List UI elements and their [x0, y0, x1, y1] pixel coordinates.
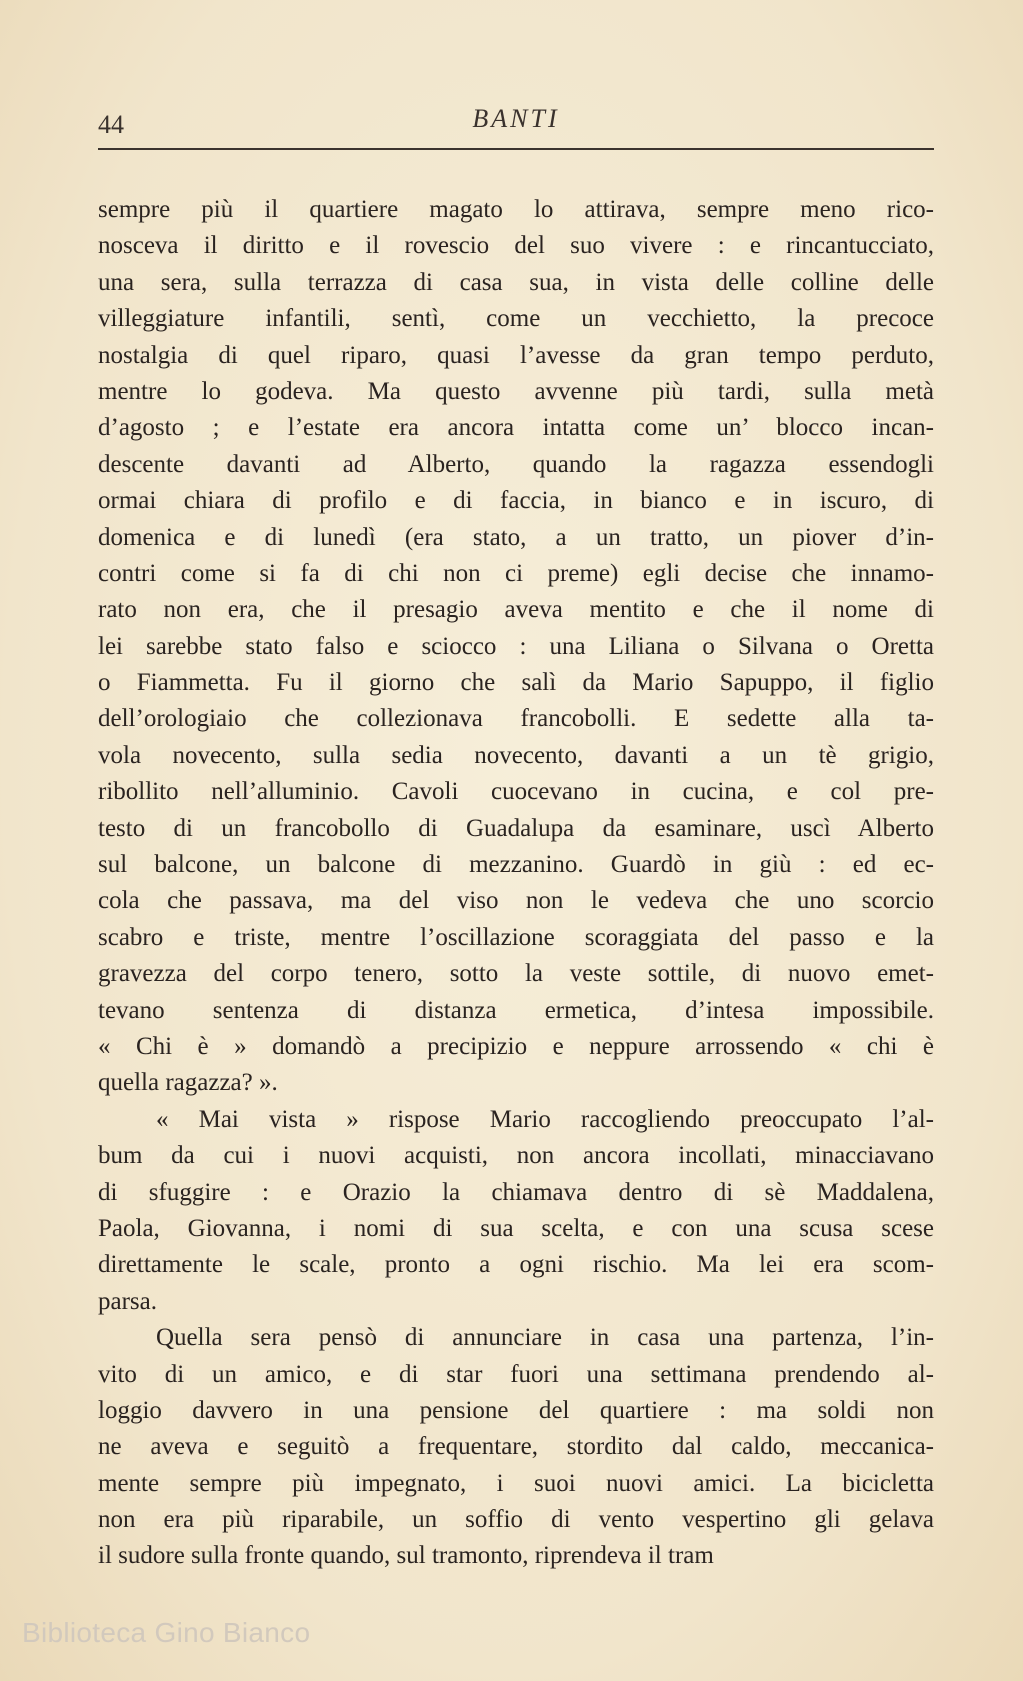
text-line: gravezza del corpo tenero, sotto la veste sottile, di nuovo emet- [98, 960, 934, 988]
page-header [98, 104, 934, 144]
text-line: dell’orologiaio che collezionava francobolli. E sedette alla ta- [98, 705, 934, 733]
text-line: contri come si fa di chi non ci preme) egli decise che innamo- [98, 559, 934, 587]
text-line: quella ragazza? ». [98, 1069, 278, 1097]
text-line: bum da cui i nuovi acquisti, non ancora incollati, minacciavano [98, 1142, 934, 1170]
text-line: direttamente le scale, pronto a ogni rischio. Ma lei era scom- [98, 1251, 934, 1279]
paragraph [98, 1102, 934, 1320]
text-line: Quella sera pensò di annunciare in casa una partenza, l’in- [156, 1324, 934, 1352]
text-line: scabro e triste, mentre l’oscillazione scoraggiata del passo e la [98, 923, 934, 951]
text-line: « Mai vista » rispose Mario raccogliendo preoccupato l’al- [156, 1105, 934, 1133]
text-line: mentre lo godeva. Ma questo avvenne più tardi, sulla metà [98, 377, 934, 405]
text-line: descente davanti ad Alberto, quando la ragazza essendogli [98, 450, 934, 478]
text-line: lei sarebbe stato falso e sciocco : una Liliana o Silvana o Oretta [98, 632, 934, 660]
text-line: villeggiature infantili, sentì, come un vecchietto, la precoce [98, 305, 934, 333]
text-line: vito di un amico, e di star fuori una settimana prendendo al- [98, 1360, 934, 1388]
text-line: testo di un francobollo di Guadalupa da esaminare, uscì Alberto [98, 814, 934, 842]
text-line: rato non era, che il presagio aveva mentito e che il nome di [98, 596, 934, 624]
running-head: BANTI [472, 104, 560, 133]
body-text [98, 192, 934, 1575]
text-line: parsa. [98, 1287, 157, 1315]
text-line: ribollito nell’alluminio. Cavoli cuocevano in cucina, e col pre- [98, 778, 934, 806]
text-line: vola novecento, sulla sedia novecento, davanti a un tè grigio, [98, 741, 934, 769]
text-line: o Fiammetta. Fu il giorno che salì da Mario Sapuppo, il figlio [98, 669, 934, 697]
text-line: loggio davvero in una pensione del quartiere : ma soldi non [98, 1396, 934, 1424]
header-rule [98, 148, 934, 150]
text-line: nosceva il diritto e il rovescio del suo vivere : e rincantucciato, [98, 232, 934, 260]
text-line: d’agosto ; e l’estate era ancora intatta come un’ blocco incan- [98, 414, 934, 442]
text-line: tevano sentenza di distanza ermetica, d’intesa impossibile. [98, 996, 934, 1024]
library-watermark: Biblioteca Gino Bianco [22, 1617, 311, 1648]
text-line: cola che passava, ma del viso non le vedeva che uno scorcio [98, 887, 934, 915]
text-line: ne aveva e seguitò a frequentare, stordito dal caldo, meccanica- [98, 1433, 934, 1461]
text-line: ormai chiara di profilo e di faccia, in bianco e in iscuro, di [98, 487, 934, 515]
text-line: domenica e di lunedì (era stato, a un tratto, un piover d’in- [98, 523, 934, 551]
text-line: « Chi è » domandò a precipizio e neppure arrossendo « chi è [98, 1032, 934, 1060]
text-line: Paola, Giovanna, i nomi di sua scelta, e con una scusa scese [98, 1214, 934, 1242]
text-line: nostalgia di quel riparo, quasi l’avesse da gran tempo perduto, [98, 341, 934, 369]
text-line: sempre più il quartiere magato lo attirava, sempre meno rico- [98, 196, 934, 223]
paragraph [98, 192, 934, 1102]
page-number: 44 [98, 110, 124, 139]
paragraph [98, 1320, 934, 1575]
text-line: non era più riparabile, un soffio di vento vespertino gli gelava [98, 1506, 934, 1534]
text-line: sul balcone, un balcone di mezzanino. Guardò in giù : ed ec- [98, 851, 934, 879]
text-line: di sfuggire : e Orazio la chiamava dentro di sè Maddalena, [98, 1178, 934, 1206]
text-line: mente sempre più impegnato, i suoi nuovi amici. La bicicletta [98, 1469, 934, 1497]
text-line: una sera, sulla terrazza di casa sua, in vista delle colline delle [98, 268, 934, 296]
text-line: il sudore sulla fronte quando, sul tramonto, riprendeva il tram [98, 1542, 714, 1570]
